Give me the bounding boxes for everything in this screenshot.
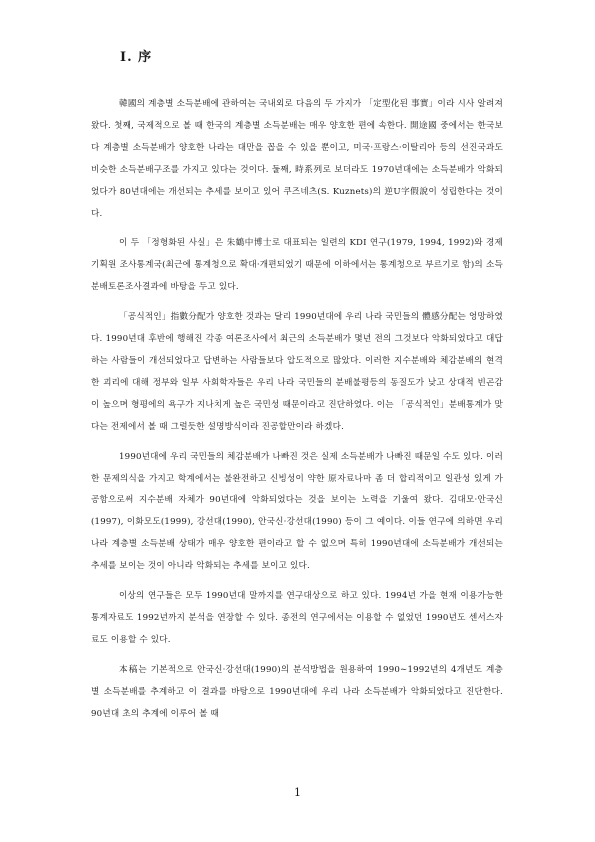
paragraph: 韓國의 계층별 소득분배에 관하여는 국내외로 다음의 두 가지가 「定型化된 事實」이라 시사 알려져 왔다. 첫째, 국제적으로 볼 때 한국의 계층별 소득분배는 매우 양호한 편에 속한다. 開途國 중에서는 한국보다 계층별 소득분배가 양호한 나라는 대만을 꼽을 수 있을 뿐이고, 미국·프랑스·이탈리아 등의 선진국과도 비슷한 소득분배구조를 가지고 있다는 것이다. 둘째, 時系列로 보더라도 1970년대에는 소득분배가 악화되었다가 80년대에는 개선되는 추세를 보이고 있어 쿠즈네츠(S. Kuznets)의 逆U字假說이 성립한다는 것이다. (91, 99, 503, 219)
paragraph: 이 두 「정형화된 사실」은 朱鶴中博士로 대표되는 일련의 KDI 연구(1979, 1994, 1992)와 경제기획원 조사통계국(최근에 통계청으로 확대·개편되었기 때문에 이하에서는 통계청으로 부르기로 함)의 소득분배토론조사결과에 바탕을 두고 있다. (91, 238, 503, 293)
paragraph: 「공식적인」指數分配가 양호한 것과는 달리 1990년대에 우리 나라 국민들의 體感分配는 엉망하였다. 1990년대 후반에 행해진 각종 여론조사에서 최근의 소득분배가 몇년 전의 그것보다 악화되었다고 대답하는 사람들이 개선되었다고 답변하는 사람들보다 압도적으로 많았다. 이러한 지수분배와 체감분배의 현격한 괴리에 대해 정부와 일부 사회학자들은 우리 나라 국민들의 분배불평등의 동질도가 낮고 상대적 빈곤감이 높으며 형평에의 욕구가 지나치게 높은 국민성 때문이라고 진단하였다. 이는 「공식적인」분배통계가 맞다는 전제에서 볼 때 그럴듯한 설명방식이라 진공할만이라 하겠다. (91, 312, 503, 432)
page-number: 1 (294, 786, 301, 799)
paragraph: 이상의 연구들은 모두 1990년대 말까지를 연구대상으로 하고 있다. 1994년 가을 현재 이용가능한 통계자료도 1992년까지 분석을 연장할 수 있다. 종전의 연구에서는 이용할 수 없었던 1990년도 센서스자료도 이용할 수 있다. (91, 591, 503, 645)
section-heading: Ⅰ. 序 (120, 50, 153, 65)
body-text (91, 94, 503, 733)
paragraph: 本稿는 기본적으로 안국신·강선대(1990)의 분석방법을 원용하여 1990∼1992년의 4개년도 계층별 소득분배를 추계하고 이 결과를 바탕으로 1990년대에 우리 나라 소득분배가 악화되었다고 진단한다. 90년대 초의 추계에 이루어 볼 때 (91, 664, 503, 719)
paragraph: 1990년대에 우리 국민들의 체감분배가 나빠진 것은 실제 소득분배가 나빠진 때문일 수도 있다. 이러한 문제의식을 가지고 학계에서는 불완전하고 신빙성이 약한 原자료나마 좀 더 합리적이고 일관성 있게 가공함으로써 지수분배 자체가 90년대에 악화되었다는 것을 보이는 노력을 기울여 왔다. 김대모·안국신(1997), 이화모도(1999), 강선대(1990), 안국신·강선대(1990) 등이 그 예이다. 이들 연구에 의하면 우리 나라 계층별 소득분배 상태가 매우 양호한 편이라고 할 수 없으며 특히 1990년대에 소득분배가 개선되는 추세를 보이는 것이 아니라 악화되는 추세를 보이고 있다. (91, 451, 503, 572)
